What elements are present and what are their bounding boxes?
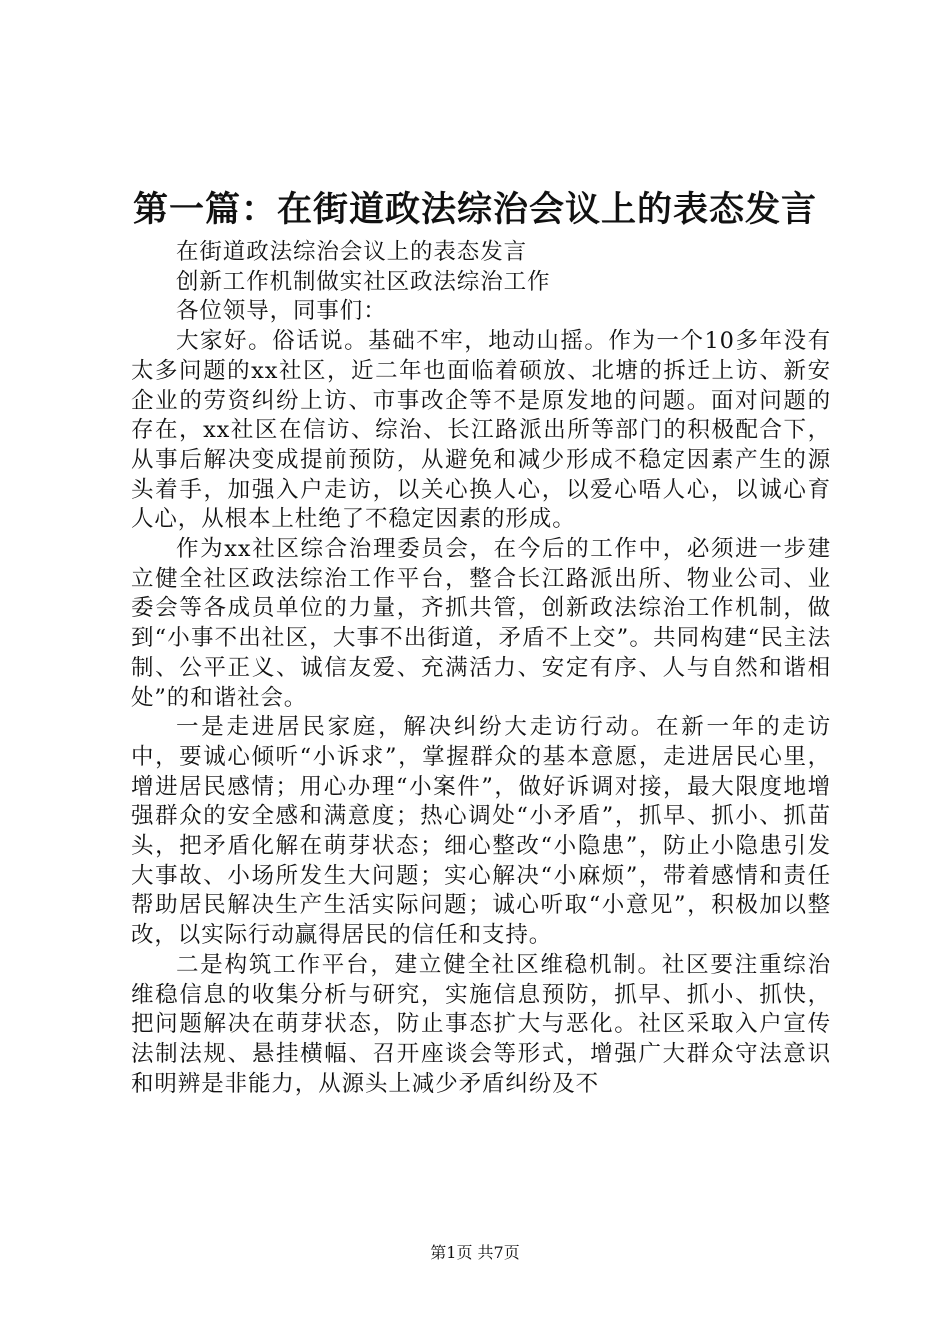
salutation: 各位领导，同事们：	[176, 298, 387, 325]
theme-line: 创新工作机制做实社区政法综治工作	[176, 268, 551, 295]
document-body	[131, 238, 831, 1099]
paragraph: 大家好。俗话说。基础不牢，地动山摇。作为一个10多年没有太多问题的xx社区，近二年也面临着硕放、北塘的拆迁上访、新安企业的劳资纠纷上访、市事改企等不是原发地的问题。面对问题的存在，xx社区在信访、综治、长江路派出所等部门的积极配合下，从事后解决变成提前预防，从避免和减少形成不稳定因素产生的源头着手，加强入户走访，以关心换人心，以爱心唔人心，以诚心育人心，从根本上杜绝了不稳定因素的形成。	[131, 328, 831, 533]
paragraph: 一是走进居民家庭，解决纠纷大走访行动。在新一年的走访中，要诚心倾听“小诉求”，掌握群众的基本意愿，走进居民心里，增进居民感情；用心办理“小案件”，做好诉调对接，最大限度地增强群众的安全感和满意度；热心调处“小矛盾”，抓早、抓小、抓苗头，把矛盾化解在萌芽状态；细心整改“小隐患”，防止小隐患引发大事故、小场所发生大问题；实心解决“小麻烦”，带着感情和责任帮助居民解决生产生活实际问题；诚心听取“小意见”，积极加以整改，以实际行动赢得居民的信任和支持。	[131, 714, 831, 949]
paragraph: 二是构筑工作平台，建立健全社区维稳机制。社区要注重综治维稳信息的收集分析与研究，实施信息预防，抓早、抓小、抓快，把问题解决在萌芽状态，防止事态扩大与恶化。社区采取入户宣传法制法规、悬挂横幅、召开座谈会等形式，增强广大群众守法意识和明辨是非能力，从源头上减少矛盾纠纷及不	[131, 951, 831, 1097]
page-footer: 第1页 共7页	[430, 1243, 520, 1262]
paragraph: 作为xx社区综合治理委员会，在今后的工作中，必须进一步建立健全社区政法综治工作平台，整合长江路派出所、物业公司、业委会等各成员单位的力量，齐抓共管，创新政法综治工作机制，做到“小事不出社区，大事不出街道，矛盾不上交”。共同构建“民主法制、公平正义、诚信友爱、充满活力、安定有序、人与自然和谐相处”的和谐社会。	[131, 536, 831, 711]
subtitle-line: 在街道政法综治会议上的表态发言	[176, 239, 528, 265]
document-title: 第一篇：在街道政法综治会议上的表态发言	[132, 189, 817, 230]
